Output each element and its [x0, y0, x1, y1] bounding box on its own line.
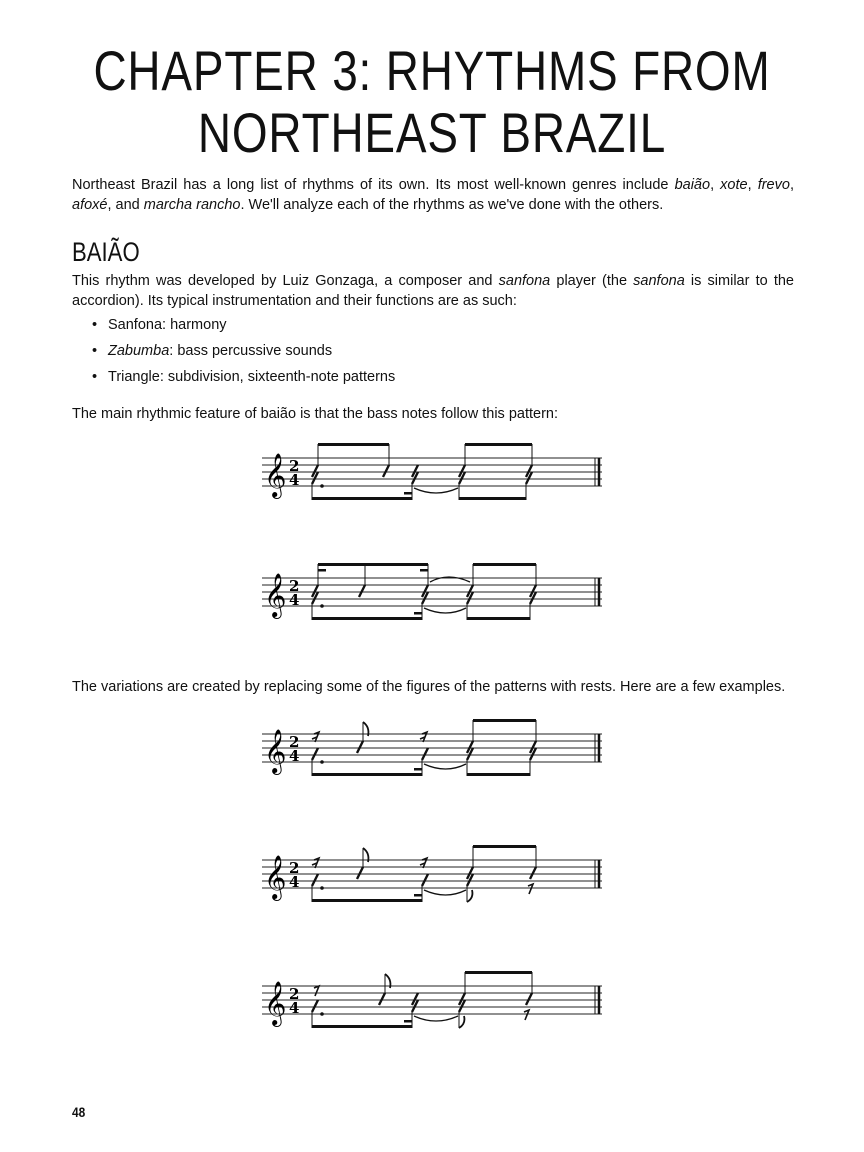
instrument-list: [92, 314, 395, 392]
baiao-intro-paragraph: This rhythm was developed by Luiz Gonzaga, a composer and sanfona player (the sanfona is similar to the accordion). Its typical instrumentation and their functions are as such:: [72, 273, 794, 309]
time-signature-bottom: 4: [289, 471, 300, 489]
tie: [414, 488, 458, 493]
rhythm-staff-4: [262, 842, 602, 912]
rhythm-staff-3: [262, 716, 602, 786]
variations-paragraph: The variations are created by replacing some of the figures of the patterns with rests. Here are a few examples.: [72, 679, 786, 695]
time-signature-top: 2: [289, 577, 300, 595]
list-item: • Zabumba: bass percussive sounds: [92, 343, 333, 359]
chapter-title-line-2: NORTHEAST BRAZIL: [197, 101, 667, 164]
treble-clef-icon: 𝄞: [264, 729, 287, 773]
list-item: • Triangle: subdivision, sixteenth-note patterns: [92, 369, 396, 385]
tie: [424, 764, 466, 769]
time-signature-top: 2: [289, 985, 300, 1003]
slash-notes: [312, 993, 532, 1012]
time-signature-top: 2: [289, 733, 300, 751]
page-number: 48: [72, 1104, 86, 1120]
chapter-title-line-1: CHAPTER 3: RHYTHMS FROM: [93, 39, 771, 102]
time-signature-bottom: 4: [289, 747, 300, 765]
section-heading-baiao: BAIÃO: [72, 237, 140, 267]
dot: [320, 886, 324, 890]
rests: [312, 732, 427, 742]
rhythm-staff-1: [262, 440, 602, 510]
rests: [314, 986, 529, 1020]
genre-marcha-rancho: marcha rancho: [143, 197, 241, 213]
genre-xote: xote: [720, 177, 748, 193]
rhythm-staff-2: [262, 560, 602, 630]
slash-notes: [312, 741, 536, 760]
beams: [312, 845, 536, 902]
slash-notes: [312, 465, 532, 484]
tie: [424, 608, 466, 613]
pattern-paragraph: The main rhythmic feature of baião is that the bass notes follow this pattern:: [72, 406, 559, 422]
dot: [320, 1012, 324, 1016]
beams: [312, 719, 536, 776]
treble-clef-icon: 𝄞: [264, 453, 287, 497]
time-signature-bottom: 4: [289, 591, 300, 609]
dot: [320, 484, 324, 488]
intro-paragraph: Northeast Brazil has a long list of rhythms of its own. Its most well-known genres include baião, xote, frevo, afoxé, and marcha rancho. We'll analyze each of the rhythms as we've done with the others.: [72, 177, 794, 213]
time-signature-top: 2: [289, 859, 300, 877]
genre-afoxe: afoxé: [72, 197, 108, 213]
genre-frevo: frevo: [757, 177, 790, 193]
chapter-title: [78, 40, 786, 164]
dot: [320, 604, 324, 608]
flag: [467, 890, 472, 902]
rhythm-staff-5: [262, 968, 602, 1038]
list-item: • Sanfona: harmony: [92, 317, 227, 333]
tie: [414, 1016, 458, 1021]
genre-baiao: baião: [674, 177, 711, 193]
tie: [424, 890, 466, 895]
slash-notes: [312, 585, 536, 604]
treble-clef-icon: 𝄞: [264, 981, 287, 1025]
time-signature-top: 2: [289, 457, 300, 475]
time-signature-bottom: 4: [289, 999, 300, 1017]
slash-notes: [312, 867, 536, 886]
time-signature-bottom: 4: [289, 873, 300, 891]
flag: [459, 1016, 464, 1028]
treble-clef-icon: 𝄞: [264, 573, 287, 617]
treble-clef-icon: 𝄞: [264, 855, 287, 899]
dot: [320, 760, 324, 764]
